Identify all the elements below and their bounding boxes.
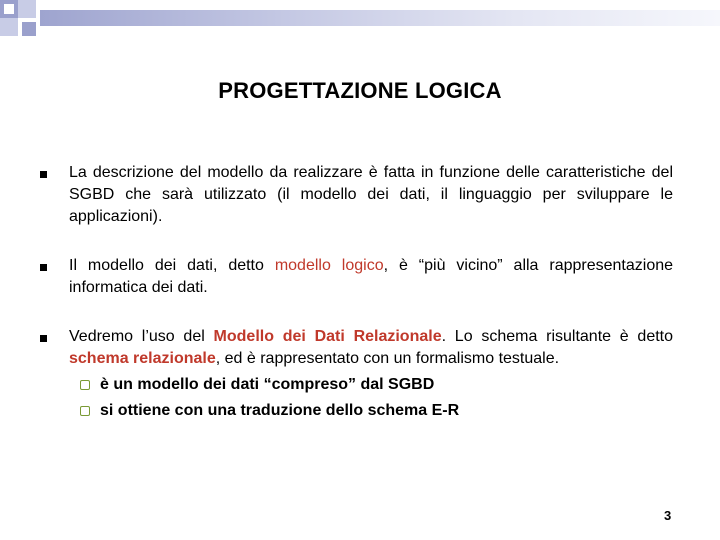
bullet-3-mid: . Lo schema risultante è detto bbox=[441, 328, 674, 345]
deco-square bbox=[0, 18, 18, 36]
deco-square bbox=[4, 4, 14, 14]
bullet-3-highlight-2: schema relazionale bbox=[69, 350, 216, 367]
bullet-2-highlight: modello logico bbox=[274, 257, 384, 274]
sub-bullet-2 bbox=[80, 400, 459, 422]
hollow-square-icon bbox=[80, 406, 90, 416]
deco-square bbox=[18, 0, 36, 18]
sub-bullet-1 bbox=[80, 374, 434, 396]
bullet-marker bbox=[40, 335, 47, 342]
bullet-2-pre: Il modello dei dati, detto bbox=[69, 257, 275, 274]
bullet-text-3 bbox=[69, 326, 673, 370]
bullet-2-post: , è “più vicino” alla rappresentazione informatica dei dati. bbox=[69, 257, 674, 296]
bullet-3-post: , ed è rappresentato con un formalismo testuale. bbox=[215, 350, 560, 367]
hollow-square-icon bbox=[80, 380, 90, 390]
bullet-marker bbox=[40, 171, 47, 178]
bullet-marker bbox=[40, 264, 47, 271]
sub-bullet-1-text: è un modello dei dati “compreso” dal SGBD bbox=[100, 376, 435, 393]
bullet-text-2 bbox=[69, 255, 673, 299]
page-number: 3 bbox=[664, 508, 672, 523]
slide-title: PROGETTAZIONE LOGICA bbox=[218, 78, 502, 103]
sub-bullet-2-text: si ottiene con una traduzione dello schema E-R bbox=[100, 402, 460, 419]
bullet-text-1: La descrizione del modello da realizzare è fatta in funzione delle caratteristiche del SGBD che sarà utilizzato (il modello dei dati, il linguaggio per sviluppare le applicazioni). bbox=[69, 164, 673, 225]
bullet-3-highlight-1: Modello dei Dati Relazionale bbox=[213, 328, 442, 345]
deco-square bbox=[22, 22, 36, 36]
bullet-3-pre: Vedremo l’uso del bbox=[69, 328, 214, 345]
header-gradient-bar bbox=[40, 10, 720, 26]
